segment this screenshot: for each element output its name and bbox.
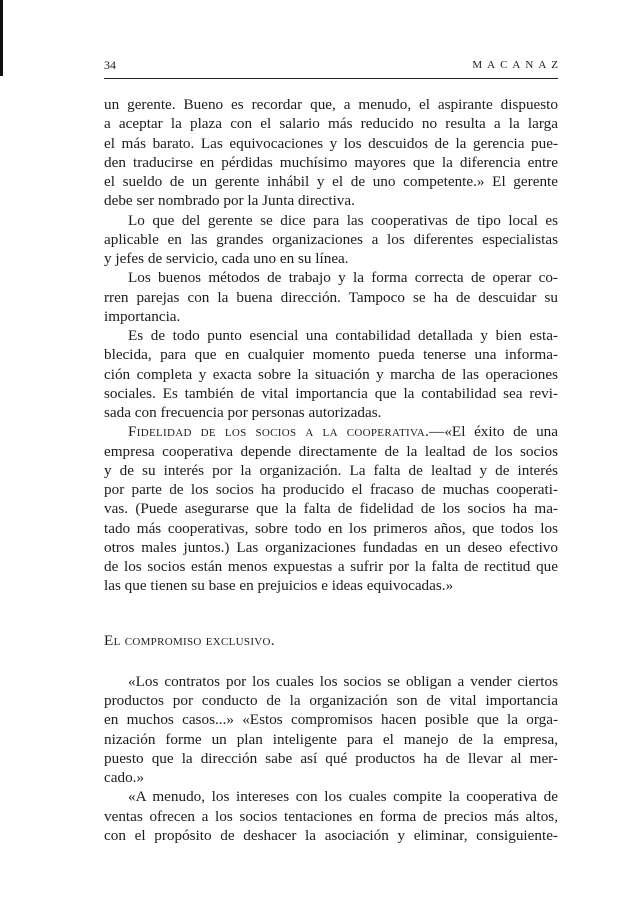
section-heading: El compromiso exclusivo.	[104, 631, 275, 649]
page-body	[104, 95, 558, 845]
text-line: nización forme un plan inteligente para el manejo de la empresa,	[104, 730, 558, 748]
text-line	[104, 422, 558, 441]
text-line: importancia.	[104, 307, 181, 325]
text-line: un gerente. Bueno es recordar que, a menudo, el aspirante dispuesto	[104, 96, 558, 113]
text-line: a aceptar la plaza con el salario más reducido no resulta a la larga	[104, 115, 558, 133]
text-line: las que tienen su base en prejuicios e ideas equivocadas.»	[104, 577, 454, 595]
text-line: Es de todo punto esencial una contabilidad detallada y bien esta-	[128, 327, 558, 344]
text-line: rren parejas con la buena dirección. Tampoco se ha de descuidar su	[104, 288, 558, 306]
text-line: ción completa y exacta sobre la situación y marcha de las operaciones	[104, 365, 558, 383]
paragraph-contabilidad	[104, 326, 558, 422]
text-line: y jefes de servicio, cada uno en su línea.	[104, 250, 349, 267]
text-line: sada con frecuencia por personas autorizadas.	[104, 404, 382, 421]
text-line: el más barato. Las equivocaciones y los descuidos de la gerencia pue-	[104, 134, 558, 152]
paragraph-metodos	[104, 268, 558, 326]
paragraph-intereses	[104, 787, 558, 845]
text-span: —«El éxito de una	[429, 423, 558, 441]
text-line: den traducirse en pérdidas muchísimo mayores que la diferencia entre	[104, 153, 558, 171]
paragraph-contratos	[104, 672, 558, 788]
text-line: debe ser nombrado por la Junta directiva.	[104, 192, 355, 210]
text-line: blecida, para que en cualquier momento pueda tenerse una informa-	[104, 346, 558, 364]
text-line: productos por conducto de la organización son de vital importancia	[104, 692, 558, 709]
text-line: «A menudo, los intereses con los cuales compite la cooperativa de	[128, 788, 558, 806]
text-line: el sueldo de un gerente inhábil y el de uno competente.» El gerente	[104, 173, 558, 190]
run-in-heading: Fidelidad de los socios a la cooperativa.	[128, 423, 430, 441]
text-line: cado.»	[104, 769, 145, 786]
paragraph-especialistas	[104, 211, 558, 269]
text-line: ventas ofrecen a los socios tentaciones en forma de precios más altos,	[104, 807, 558, 825]
text-line: Los buenos métodos de trabajo y la forma correcta de operar co-	[128, 269, 558, 287]
scan-edge-shadow	[0, 0, 3, 76]
text-line: sociales. Es también de vital importancia que la contabilidad sea revi-	[104, 384, 558, 402]
paragraph-gerente	[104, 95, 558, 211]
text-line: empresa cooperativa depende directamente de la lealtad de los socios	[104, 442, 558, 460]
text-line: de los socios están menos expuestas a sufrir por la falta de rectitud que	[104, 558, 558, 575]
text-line: puesto que la dirección sabe así qué productos ha de llevar al mer-	[104, 749, 558, 767]
text-line: Lo que del gerente se dice para las cooperativas de tipo local es	[128, 211, 558, 229]
text-line: aplicable en las grandes organizaciones a los diferentes especialistas	[104, 230, 558, 248]
text-line: con el propósito de deshacer la asociación y eliminar, consiguiente-	[104, 826, 558, 844]
text-line: por parte de los socios ha producido el fracaso de muchas cooperati-	[104, 481, 558, 498]
text-line: tado más cooperativas, sobre todo en los primeros años, que todos los	[104, 519, 558, 537]
text-line: en muchos casos...» «Estos compromisos hacen posible que la orga-	[104, 711, 558, 729]
text-line: y de su interés por la organización. La falta de lealtad y de interés	[104, 461, 558, 479]
paragraph-fidelidad	[104, 422, 558, 595]
running-header	[104, 58, 563, 79]
text-line: vas. (Puede asegurarse que la falta de fidelidad de los socios ha ma-	[104, 500, 558, 518]
text-line: otros males juntos.) Las organizaciones fundadas en un deseo efectivo	[104, 538, 558, 556]
page-number: 34	[104, 58, 116, 72]
running-title: MACANAZ	[472, 59, 563, 71]
text-line: «Los contratos por los cuales los socios se obligan a vender ciertos	[128, 672, 558, 690]
